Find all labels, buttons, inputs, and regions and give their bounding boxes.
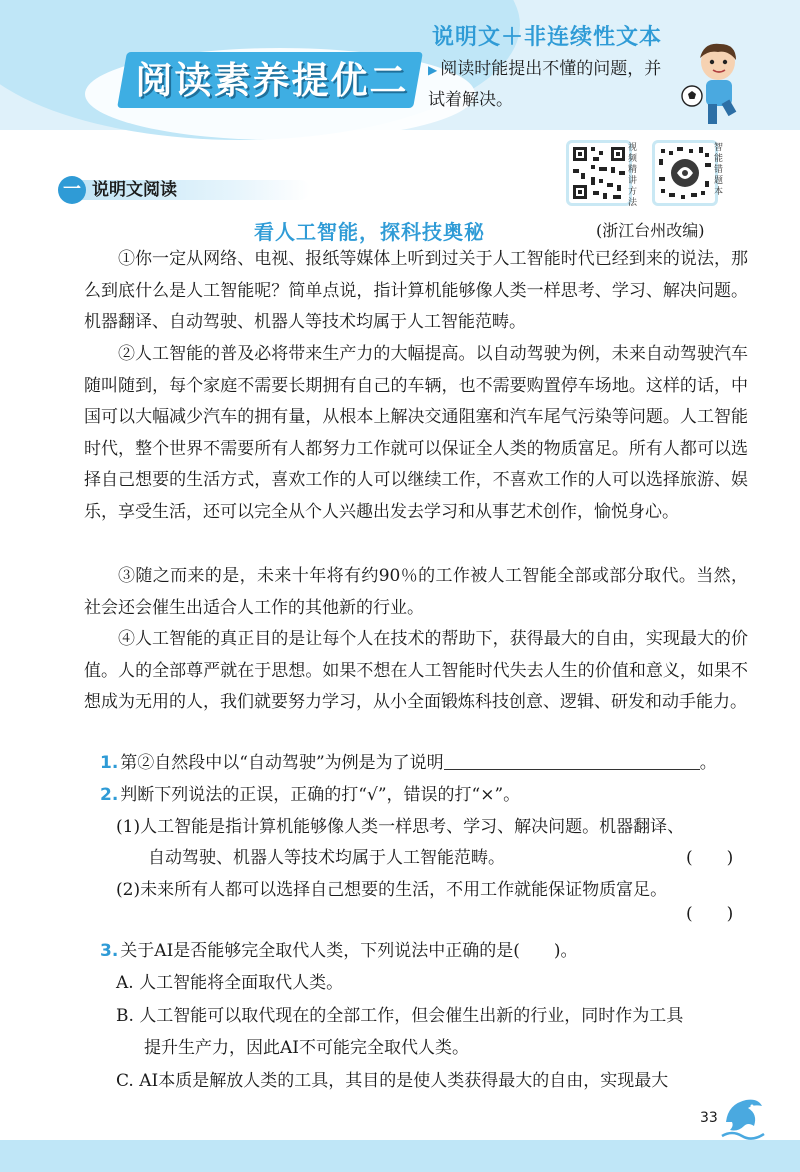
genre-subtitle: 说明文＋非连续性文本 bbox=[432, 25, 663, 50]
question-number: 2. bbox=[100, 785, 119, 805]
paragraph-2: ②人工智能的普及必将带来生产力的大幅提高。以自动驾驶为例，未来自动驾驶汽车随叫随到，每个家庭不需要长期拥有自己的车辆，也不需要购置停车场地。这样的话，中国可以大幅减少汽车的拥有量，从根本上解决交通阻塞和汽车尾气污染等问题。人工智能时代，整个世界不需要所有人都努力工作就可以保证全人类的物质富足。所有人都可以选择自己想要的生活方式，喜欢工作的人可以继续工作，不喜欢工作的人可以选择旅游、娱乐，享受生活，还可以完全从个人兴趣出发去学习和从事艺术创作，愉悦身心。 bbox=[84, 344, 748, 522]
question-2-item-1-line-2: 自动驾驶、机器人等技术均属于人工智能范畴。 bbox=[148, 848, 505, 868]
triangle-icon: ▶ bbox=[428, 63, 438, 77]
question-number: 3. bbox=[100, 941, 119, 961]
dolphin-icon bbox=[718, 1092, 768, 1140]
option-text: 人工智能将全面取代人类。 bbox=[139, 973, 344, 993]
question-3 bbox=[100, 936, 750, 966]
question-2-text: 判断下列说法的正误，正确的打“√”，错误的打“×”。 bbox=[120, 785, 521, 805]
question-1: 1. 第②自然段中以“自动驾驶”为例是为了说明 。 bbox=[100, 753, 717, 773]
option-b-line-2: 提升生产力，因此AI不可能完全取代人类。 bbox=[144, 1038, 469, 1058]
option-letter: B. bbox=[116, 1006, 134, 1026]
question-2-item-1-line-1: (1)人工智能是指计算机能够像人类一样思考、学习、解决问题。机器翻译、 bbox=[116, 817, 685, 837]
mistake-book-qr-code[interactable] bbox=[652, 140, 718, 206]
answer-parentheses[interactable]: ( ) bbox=[686, 848, 734, 868]
section-label: 说明文阅读 bbox=[92, 180, 177, 200]
option-c[interactable] bbox=[116, 1066, 756, 1096]
mistake-book-qr-label: 智能错题本 bbox=[714, 143, 724, 197]
option-text: AI本质是解放人类的工具，其目的是使人类获得最大的自由，实现最大 bbox=[139, 1071, 669, 1091]
option-letter: A. bbox=[116, 973, 134, 993]
tip-line-1: 阅读时能提出不懂的问题，并 bbox=[440, 59, 662, 79]
option-b[interactable] bbox=[116, 1001, 756, 1031]
option-text: 人工智能可以取代现在的全部工作，但会催生出新的行业，同时作为工具 bbox=[139, 1006, 684, 1026]
soccer-boy-illustration bbox=[680, 40, 752, 136]
reading-tip bbox=[428, 54, 676, 124]
video-qr-label: 视频精讲方法 bbox=[628, 143, 638, 208]
article-source: (浙江台州改编) bbox=[596, 221, 705, 240]
paragraph-3: ③随之而来的是，未来十年将有约90％的工作被人工智能全部或部分取代。当然，社会还会催生出适合人工作的其他新的行业。 bbox=[84, 566, 748, 618]
answer-parentheses[interactable]: ( ) bbox=[686, 904, 734, 924]
article-title: 看人工智能，探科技奥秘 bbox=[254, 220, 485, 244]
footer-band bbox=[0, 1140, 800, 1172]
option-letter: C. bbox=[116, 1071, 134, 1091]
page-number: 33 bbox=[700, 1110, 718, 1126]
paragraph-1: ①你一定从网络、电视、报纸等媒体上听到过关于人工智能时代已经到来的说法，那么到底什么是人工智能呢？简单点说，指计算机能够像人类一样思考、学习、解决问题。机器翻译、自动驾驶、机器人等技术均属于人工智能范畴。 bbox=[84, 249, 748, 333]
tip-line-2: 试着解决。 bbox=[428, 90, 513, 110]
answer-blank[interactable] bbox=[444, 751, 700, 770]
question-2-item-2-line-1: (2)未来所有人都可以选择自己想要的生活，不用工作就能保证物质富足。 bbox=[116, 880, 668, 900]
question-1-text: 第②自然段中以“自动驾驶”为例是为了说明 bbox=[120, 753, 444, 773]
question-number: 1. bbox=[100, 753, 119, 773]
question-2 bbox=[100, 780, 750, 810]
video-qr-code[interactable] bbox=[566, 140, 632, 206]
section-number: 一 bbox=[58, 176, 86, 204]
paragraph-4: ④人工智能的真正目的是让每个人在技术的帮助下，获得最大的自由，实现最大的价值。人的全部尊严就在于思想。如果不想在人工智能时代失去人生的价值和意义，如果不想成为无用的人，我们就要努力学习，从小全面锻炼科技创意、逻辑、研发和动手能力。 bbox=[84, 629, 748, 713]
page-title: 阅读素养提优二 bbox=[135, 59, 409, 102]
option-a[interactable] bbox=[116, 968, 756, 998]
question-3-text: 关于AI是否能够完全取代人类，下列说法中正确的是( )。 bbox=[120, 941, 578, 961]
